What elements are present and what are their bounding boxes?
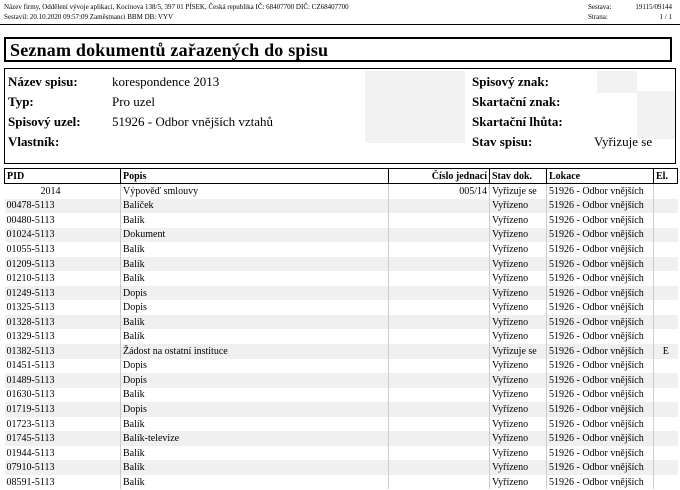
cell-el	[654, 460, 678, 475]
cell-popis: Balík	[121, 460, 389, 475]
col-cislo-jednaci: Číslo jednací	[389, 169, 490, 184]
cell-stav-dok: Vyřízeno	[490, 373, 547, 388]
cell-lokace: 51926 - Odbor vnějších	[547, 344, 654, 359]
cell-popis: Dopis	[121, 359, 389, 374]
cell-popis: Dokument	[121, 228, 389, 243]
cell-cislo-jednaci	[389, 402, 490, 417]
cell-lokace: 51926 - Odbor vnějších	[547, 431, 654, 446]
cell-stav-dok: Vyřízeno	[490, 300, 547, 315]
cell-popis: Dopis	[121, 373, 389, 388]
cell-popis: Balík	[121, 446, 389, 461]
col-lokace: Lokace	[547, 169, 654, 184]
cell-cislo-jednaci: 005/14	[389, 184, 490, 199]
cell-lokace: 51926 - Odbor vnějších	[547, 199, 654, 214]
cell-lokace: 51926 - Odbor vnějších	[547, 228, 654, 243]
cell-stav-dok: Vyřízeno	[490, 417, 547, 432]
cell-cislo-jednaci	[389, 213, 490, 228]
cell-cislo-jednaci	[389, 373, 490, 388]
cell-pid: 01630-5113	[6, 389, 55, 401]
spis-info-box	[4, 68, 676, 164]
vlastnik-label: Vlastník:	[8, 134, 60, 149]
table-row	[5, 184, 678, 199]
table-row	[5, 213, 678, 228]
col-pid: PID	[5, 169, 121, 184]
cell-stav-dok: Vyřízeno	[490, 446, 547, 461]
cell-cislo-jednaci	[389, 271, 490, 286]
sestava	[588, 3, 672, 12]
cell-popis: Balík	[121, 329, 389, 344]
stav-value: Vyřizuje se	[594, 134, 653, 149]
cell-stav-dok: Vyřizuje se	[490, 344, 547, 359]
cell-lokace: 51926 - Odbor vnějších	[547, 359, 654, 374]
cell-pid: 01328-5113	[5, 315, 121, 330]
cell-stav-dok: Vyřízeno	[490, 315, 547, 330]
cell-el	[654, 300, 678, 315]
cell-cislo-jednaci	[389, 315, 490, 330]
cell-el	[654, 402, 678, 417]
cell-el	[654, 315, 678, 330]
cell-stav-dok: Vyřízeno	[490, 329, 547, 344]
cell-stav-dok: Vyřízeno	[490, 475, 547, 490]
table-row	[5, 388, 678, 403]
col-el: El.	[654, 169, 678, 184]
cell-stav-dok: Vyřízeno	[490, 199, 547, 214]
cell-el: E	[654, 344, 678, 359]
cell-lokace: 51926 - Odbor vnějších	[547, 475, 654, 490]
cell-popis: Žádost na ostatní instituce	[121, 344, 389, 359]
stav-label: Stav spisu:	[472, 134, 533, 149]
gray-field-skart	[637, 91, 675, 139]
cell-el	[654, 475, 678, 490]
cell-el	[654, 199, 678, 214]
typ-label: Typ:	[8, 94, 34, 109]
table-row	[5, 286, 678, 301]
cell-el	[654, 184, 678, 199]
table-row	[5, 475, 678, 490]
sestava-value: 19115/09144	[635, 3, 672, 11]
cell-pid: 01723-5113	[6, 418, 55, 430]
cell-cislo-jednaci	[389, 446, 490, 461]
cell-cislo-jednaci	[389, 460, 490, 475]
col-popis: Popis	[121, 169, 389, 184]
cell-stav-dok: Vyřízeno	[490, 213, 547, 228]
page-title: Seznam dokumentů zařazených do spisu	[10, 40, 329, 60]
cell-stav-dok: Vyřízeno	[490, 242, 547, 257]
compiled-info: Sestavil: 20.10.2020 09:57:09 Zaměstnanci BBM DB: VYV	[4, 13, 174, 21]
table-body	[5, 184, 678, 490]
col-stav-dok: Stav dok.	[490, 169, 547, 184]
cell-el	[654, 242, 678, 257]
cell-popis: Balík	[121, 242, 389, 257]
cell-lokace: 51926 - Odbor vnějších	[547, 257, 654, 272]
cell-stav-dok: Vyřízeno	[490, 431, 547, 446]
cell-pid: 00480-5113	[6, 214, 55, 226]
skart-lhuta-label: Skartační lhůta:	[472, 114, 563, 129]
cell-pid: 01210-5113	[6, 273, 55, 285]
table-row	[5, 199, 678, 214]
cell-pid: 01325-5113	[6, 302, 55, 314]
cell-el	[654, 417, 678, 432]
cell-popis: Dopis	[121, 286, 389, 301]
table-row	[5, 242, 678, 257]
cell-cislo-jednaci	[389, 329, 490, 344]
table-row	[5, 402, 678, 417]
cell-cislo-jednaci	[389, 228, 490, 243]
cell-cislo-jednaci	[389, 475, 490, 490]
skart-znak-label: Skartační znak:	[472, 94, 561, 109]
cell-pid: 01055-5113	[6, 243, 55, 255]
cell-pid: 01451-5113	[6, 360, 55, 372]
table-row	[5, 228, 678, 243]
cell-stav-dok: Vyřízeno	[490, 228, 547, 243]
cell-popis: Balík	[121, 388, 389, 403]
cell-pid: 08591-5113	[6, 476, 55, 488]
table-row	[5, 300, 678, 315]
cell-pid: 01382-5113	[5, 344, 121, 359]
table-row	[5, 417, 678, 432]
table-row	[5, 373, 678, 388]
cell-cislo-jednaci	[389, 344, 490, 359]
cell-pid: 01249-5113	[5, 286, 121, 301]
cell-stav-dok: Vyřízeno	[490, 257, 547, 272]
cell-lokace: 51926 - Odbor vnějších	[547, 286, 654, 301]
cell-el	[654, 271, 678, 286]
cell-lokace: 51926 - Odbor vnějších	[547, 373, 654, 388]
cell-lokace: 51926 - Odbor vnějších	[547, 271, 654, 286]
table-row	[5, 344, 678, 359]
cell-pid: 01719-5113	[5, 402, 121, 417]
nazev-value: korespondence 2013	[112, 74, 220, 89]
cell-el	[654, 359, 678, 374]
cell-lokace: 51926 - Odbor vnějších	[547, 388, 654, 403]
cell-lokace: 51926 - Odbor vnějších	[547, 329, 654, 344]
cell-cislo-jednaci	[389, 359, 490, 374]
cell-lokace: 51926 - Odbor vnějších	[547, 184, 654, 199]
cell-lokace: 51926 - Odbor vnějších	[547, 446, 654, 461]
cell-popis: Balík	[121, 475, 389, 490]
cell-el	[654, 329, 678, 344]
cell-cislo-jednaci	[389, 388, 490, 403]
cell-el	[654, 213, 678, 228]
cell-el	[654, 286, 678, 301]
cell-popis: Balík	[121, 213, 389, 228]
cell-pid: 01489-5113	[5, 373, 121, 388]
znak-label: Spisový znak:	[472, 74, 549, 89]
table-header-row	[5, 169, 678, 184]
cell-cislo-jednaci	[389, 417, 490, 432]
cell-lokace: 51926 - Odbor vnějších	[547, 300, 654, 315]
cell-pid: 00478-5113	[5, 199, 121, 214]
cell-stav-dok: Vyřízeno	[490, 460, 547, 475]
cell-cislo-jednaci	[389, 300, 490, 315]
title-box	[4, 37, 672, 62]
cell-el	[654, 388, 678, 403]
cell-lokace: 51926 - Odbor vnějších	[547, 242, 654, 257]
cell-popis: Balík	[121, 315, 389, 330]
cell-stav-dok: Vyřízeno	[490, 388, 547, 403]
table-row	[5, 431, 678, 446]
cell-popis: Balíček	[121, 199, 389, 214]
cell-popis: Balík-televize	[121, 431, 389, 446]
cell-pid: 01329-5113	[6, 331, 55, 343]
table-row	[5, 271, 678, 286]
cell-pid: 01209-5113	[5, 257, 121, 272]
gray-field-znak	[597, 71, 637, 93]
cell-cislo-jednaci	[389, 199, 490, 214]
cell-pid: 01745-5113	[5, 431, 121, 446]
documents-table	[4, 168, 678, 489]
strana	[588, 13, 672, 22]
cell-lokace: 51926 - Odbor vnějších	[547, 460, 654, 475]
cell-cislo-jednaci	[389, 286, 490, 301]
strana-value: 1 / 1	[659, 13, 672, 21]
company-info: Název firmy, Oddělení vývoje aplikací, Kocínova 138/5, 397 01 PÍSEK, Česká republika IČ: 68407700 DIČ: CZ68407700	[4, 3, 349, 11]
cell-popis: Dopis	[121, 300, 389, 315]
cell-el	[654, 373, 678, 388]
cell-lokace: 51926 - Odbor vnějších	[547, 213, 654, 228]
table-row	[5, 329, 678, 344]
cell-stav-dok: Vyřízeno	[490, 402, 547, 417]
table-row	[5, 359, 678, 374]
table-row	[5, 257, 678, 272]
cell-popis: Balík	[121, 257, 389, 272]
cell-stav-dok: Vyřízeno	[490, 286, 547, 301]
cell-pid: 07910-5113	[5, 460, 121, 475]
cell-lokace: 51926 - Odbor vnějších	[547, 417, 654, 432]
sestava-label: Sestava:	[588, 3, 612, 11]
table-row	[5, 460, 678, 475]
cell-pid: 2014	[40, 185, 61, 197]
cell-popis: Balík	[121, 417, 389, 432]
cell-cislo-jednaci	[389, 242, 490, 257]
cell-el	[654, 446, 678, 461]
cell-pid: 01024-5113	[5, 228, 121, 243]
uzel-value: 51926 - Odbor vnějších vztahů	[112, 114, 274, 129]
cell-stav-dok: Vyřízeno	[490, 271, 547, 286]
cell-cislo-jednaci	[389, 257, 490, 272]
cell-el	[654, 431, 678, 446]
nazev-label: Název spisu:	[8, 74, 78, 89]
strana-label: Strana:	[588, 13, 608, 21]
cell-stav-dok: Vyřízeno	[490, 359, 547, 374]
cell-lokace: 51926 - Odbor vnějších	[547, 402, 654, 417]
cell-el	[654, 228, 678, 243]
cell-popis: Balík	[121, 271, 389, 286]
table-row	[5, 446, 678, 461]
typ-value: Pro uzel	[112, 94, 155, 109]
cell-el	[654, 257, 678, 272]
cell-stav-dok: Vyřizuje se	[490, 184, 547, 199]
cell-popis: Dopis	[121, 402, 389, 417]
cell-pid: 01944-5113	[6, 447, 55, 459]
cell-popis: Výpověď smlouvy	[121, 184, 389, 199]
report-header	[0, 0, 680, 25]
cell-lokace: 51926 - Odbor vnějších	[547, 315, 654, 330]
gray-field-left	[365, 71, 465, 143]
uzel-label: Spisový uzel:	[8, 114, 81, 129]
table-row	[5, 315, 678, 330]
cell-cislo-jednaci	[389, 431, 490, 446]
